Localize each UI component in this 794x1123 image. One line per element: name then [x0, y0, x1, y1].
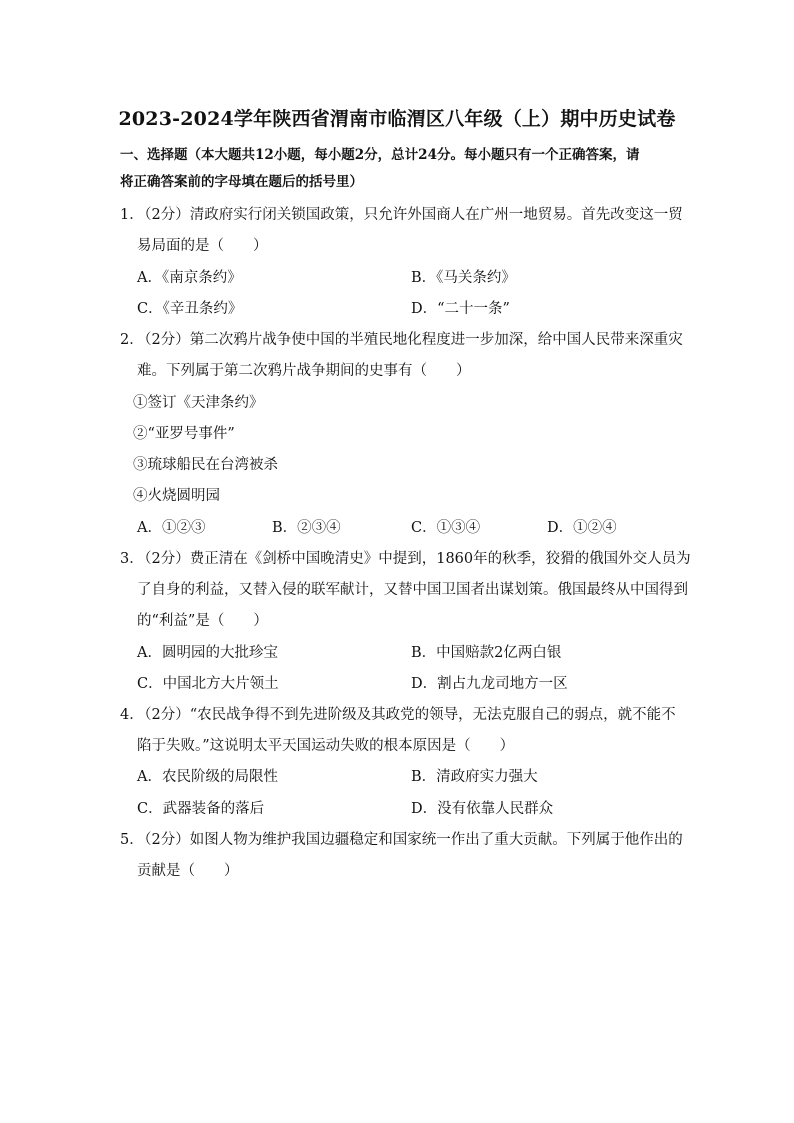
option-b: B．《马关条约》	[411, 270, 516, 286]
question-stem-line: 易局面的是（ ）	[137, 238, 268, 254]
section-heading-line-1: 一、选择题（本大题共12小题，每小题2分，总计24分。每小题只有一个正确答案，请	[120, 147, 640, 163]
option-d: D．“二十一条”	[411, 301, 510, 317]
option-c: C．《辛丑条约》	[137, 301, 243, 317]
question-stem-line: （2分）清政府实行闭关锁国政策，只允许外国商人在广州一地贸易。首先改变这一贸	[137, 207, 683, 223]
option-d: D．①②④	[547, 520, 617, 536]
question-number: 3．	[120, 551, 144, 567]
option-a: A．圆明园的大批珍宝	[137, 645, 278, 661]
question-stem-line: （2分）第二次鸦片战争使中国的半殖民地化程度进一步加深，给中国人民带来深重灾	[137, 332, 683, 348]
question-stem-line: （2分）如图人物为维护我国边疆稳定和国家统一作出了重大贡献。下列属于他作出的	[137, 832, 683, 848]
page-title: 2023-2024学年陕西省渭南市临渭区八年级（上）期中历史试卷	[118, 108, 676, 130]
statement-item-1: ①签订《天津条约》	[133, 395, 264, 411]
statement-item-4: ④火烧圆明园	[133, 488, 220, 504]
statement-item-2: ②“亚罗号事件”	[133, 426, 235, 442]
section-heading	[120, 142, 680, 196]
option-c: C．武器装备的落后	[137, 801, 265, 817]
option-b: B．清政府实力强大	[411, 769, 538, 785]
question-stem-line: （2分）“农民战争得不到先进阶级及其政党的领导，无法克服自己的弱点，就不能不	[137, 707, 676, 723]
option-c: C．①③④	[411, 520, 481, 536]
question-number: 4．	[120, 707, 144, 723]
option-a: A．①②③	[137, 520, 206, 536]
option-a: A．《南京条约》	[137, 270, 242, 286]
question-stem-line: （2分）费正清在《剑桥中国晚清史》中提到，1860年的秋季，狡猾的俄国外交人员为	[137, 551, 691, 567]
option-c: C．中国北方大片领土	[137, 676, 279, 692]
option-b: B．②③④	[272, 520, 341, 536]
statement-item-3: ③琉球船民在台湾被杀	[133, 457, 278, 473]
option-d: D．割占九龙司地方一区	[411, 676, 568, 692]
section-heading-line-2: 将正确答案前的字母填在题后的括号里）	[120, 174, 363, 190]
question-number: 2．	[120, 332, 144, 348]
option-d: D．没有依靠人民群众	[411, 801, 554, 817]
question-number: 5．	[120, 832, 144, 848]
question-stem-line: 贡献是（ ）	[137, 863, 239, 879]
question-stem-line: 陷于失败。”这说明太平天国运动失败的根本原因是（ ）	[137, 738, 515, 754]
question-stem-line: 的“利益”是（ ）	[137, 613, 268, 629]
question-stem-line: 难。下列属于第二次鸦片战争期间的史事有（ ）	[137, 363, 471, 379]
option-a: A．农民阶级的局限性	[137, 769, 278, 785]
question-number: 1．	[120, 207, 144, 223]
question-stem-line: 了自身的利益，又替入侵的联军献计，又替中国卫国者出谋划策。俄国最终从中国得到	[137, 582, 688, 598]
option-b: B．中国赔款2亿两白银	[411, 645, 562, 661]
